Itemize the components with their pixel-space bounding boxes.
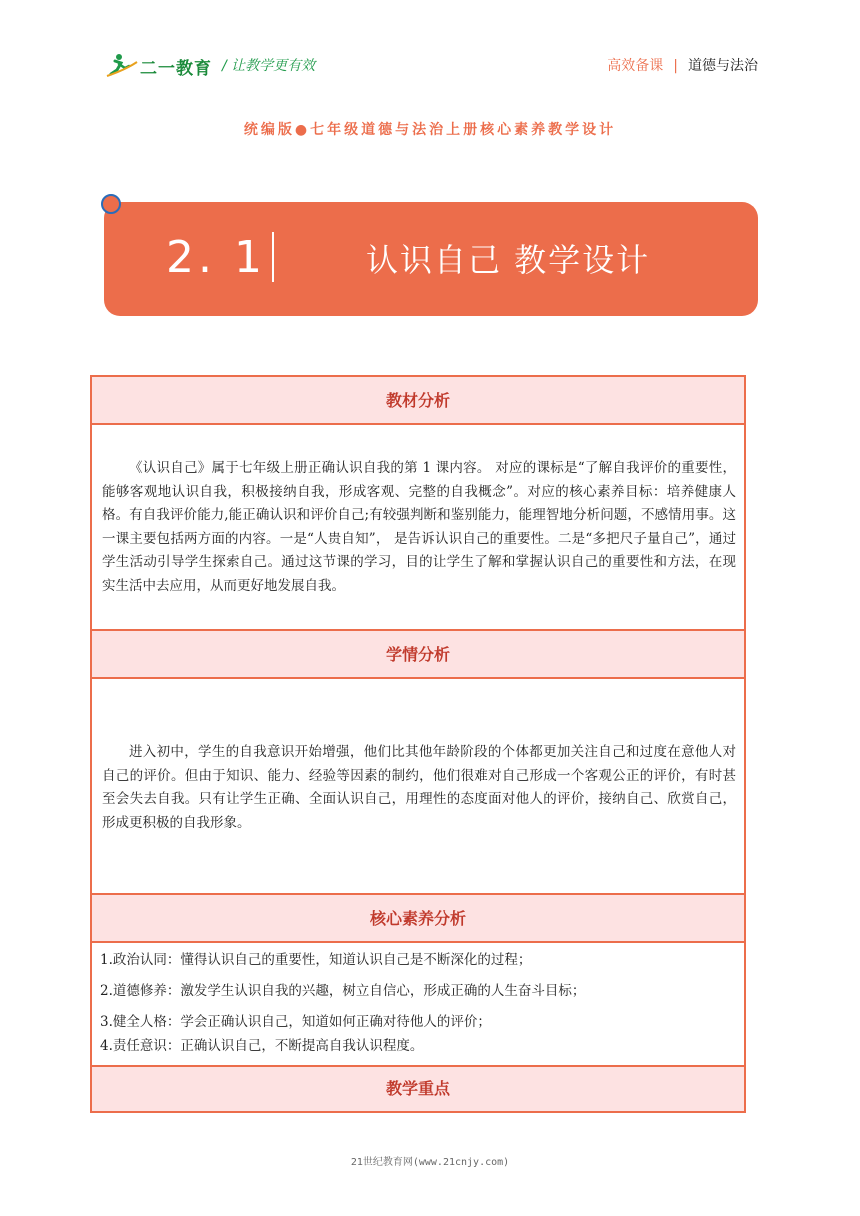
header-separator: | bbox=[673, 58, 678, 74]
section-body-textbook bbox=[92, 425, 744, 631]
header-subject: 道德与法治 bbox=[688, 58, 758, 74]
list-item: 3.健全人格：学会正确认识自己，知道如何正确对待他人的评价； bbox=[100, 1014, 491, 1030]
slogan: / 让教学更有效 bbox=[222, 58, 316, 74]
banner-divider bbox=[272, 232, 274, 282]
section-header-students bbox=[92, 631, 744, 679]
list-item: 2.道德修养：激发学生认识自我的兴趣，树立自信心，形成正确的人生奋斗目标； bbox=[100, 983, 586, 999]
section-body-competency bbox=[92, 943, 744, 1067]
section-title: 教学重点 bbox=[385, 1079, 450, 1098]
header-right bbox=[607, 55, 758, 75]
page-header bbox=[0, 0, 860, 100]
paragraph: 《认识自己》属于七年级上册正确认识自我的第 1 课内容。 对应的课标是“了解自我评价的重要性，能够客观地认识自我，积极接纳自我，形成客观、完整的自我概念”。对应的核心素养目标：培养健康人格。有自我评价能力,能正确认识和评价自己;有较强判断和鉴别能力，能理智地分析问题，不感情用事。这一课主要包括两方面的内容。一是“人贵自知”， 是告诉认识自己的重要性。二是“多把尺子量自己”，通过学生活动引导学生探索自己。通过这节课的学习，目的让学生了解和掌握认识自己的重要性和方法，在现实生活中去应用，从而更好地发展自我。 bbox=[102, 460, 736, 594]
section-title: 核心素养分析 bbox=[369, 909, 466, 928]
section-title: 学情分析 bbox=[385, 645, 450, 664]
lesson-number: 2. 1 bbox=[166, 232, 266, 283]
section-body-students bbox=[92, 679, 744, 895]
lesson-banner bbox=[104, 202, 758, 316]
header-tag: 高效备课 bbox=[607, 58, 664, 74]
list-item: 1.政治认同：懂得认识自己的重要性，知道认识自己是不断深化的过程； bbox=[100, 952, 532, 968]
section-header-keypoints bbox=[92, 1067, 744, 1111]
section-title: 教材分析 bbox=[385, 391, 450, 410]
page-footer: 21世纪教育网(www.21cnjy.com) bbox=[350, 1157, 510, 1168]
logo-text: 二一教育 bbox=[140, 59, 212, 79]
design-table bbox=[90, 375, 746, 1113]
lesson-title: 认识自己 教学设计 bbox=[366, 241, 651, 279]
section-header-textbook bbox=[92, 377, 744, 425]
list-item: 4.责任意识：正确认识自己，不断提高自我认识程度。 bbox=[100, 1038, 424, 1054]
section-header-competency bbox=[92, 895, 744, 943]
paragraph: 进入初中，学生的自我意识开始增强，他们比其他年龄阶段的个体都更加关注自己和过度在意他人对自己的评价。但由于知识、能力、经验等因素的制约，他们很难对自己形成一个客观公正的评价，有时甚至会失去自我。只有让学生正确、全面认识自己，用理性的态度面对他人的评价，接纳自己、欣赏自己，形成更积极的自我形象。 bbox=[102, 744, 736, 831]
series-subtitle: 统编版●七年级道德与法治上册核心素养教学设计 bbox=[243, 122, 617, 138]
banner-dot-icon bbox=[101, 194, 121, 214]
